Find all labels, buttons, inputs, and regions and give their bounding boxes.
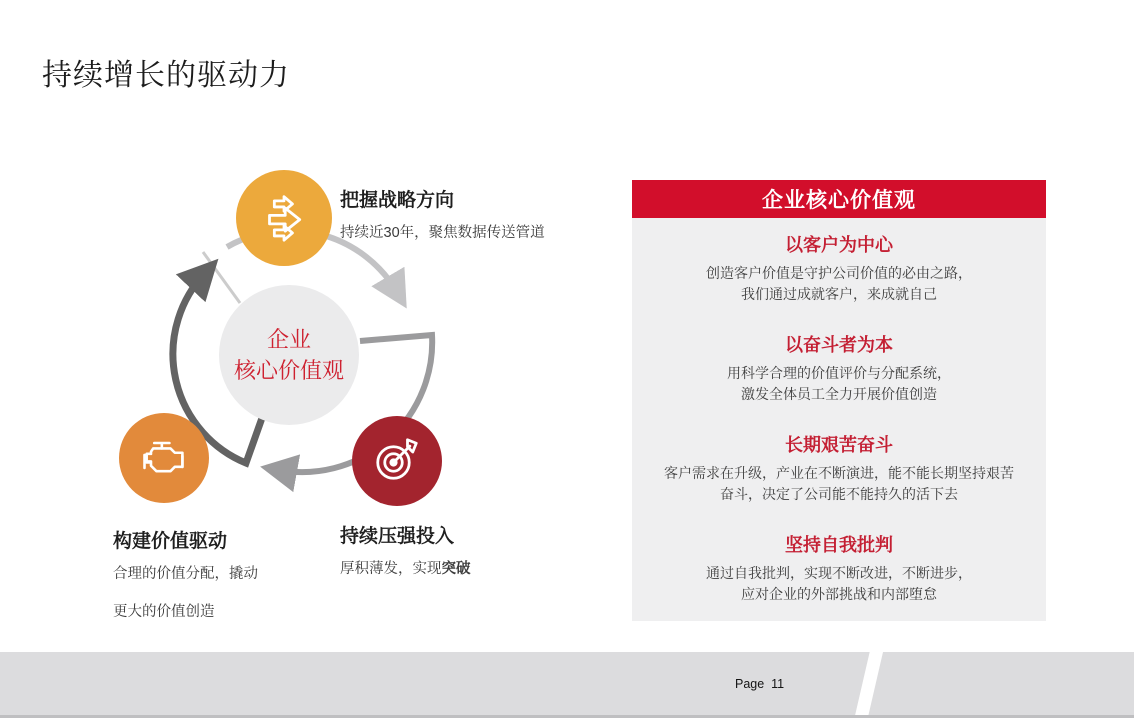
target-dart-icon: [369, 431, 425, 492]
section-text-line: 用科学合理的价值评价与分配系统，: [727, 365, 951, 381]
section-text-line: 应对企业的外部挑战和内部堕怠: [741, 586, 937, 602]
strategy-node-circle: [236, 170, 332, 266]
section-heading: 以客户为中心: [785, 235, 893, 255]
value-drive-title: 构建价值驱动: [113, 531, 228, 552]
page-number: Page 11: [735, 677, 785, 691]
panel-section-self-criticism: [636, 531, 1042, 605]
value-drive-desc-line1: 合理的价值分配，撬动: [113, 566, 258, 582]
investment-label-group: [340, 521, 471, 578]
core-values-panel: [632, 180, 1046, 621]
engine-icon: [138, 430, 190, 487]
center-circle-line2: 核心价值观: [233, 358, 344, 383]
investment-desc: 厚积薄发，实现突破: [340, 561, 471, 577]
section-text-line: 通过自我批判，实现不断改进，不断进步，: [706, 565, 972, 581]
forward-arrows-icon: [255, 187, 313, 250]
spoke-line: [203, 252, 240, 303]
panel-body: [632, 218, 1046, 621]
panel-section-customer: [636, 231, 1042, 305]
center-circle-line1: 企业: [266, 327, 311, 352]
section-heading: 坚持自我批判: [785, 535, 893, 555]
section-text-line: 奋斗，决定了公司能不能持久的活下去: [720, 486, 958, 502]
section-text-line: 激发全体员工全力开展价值创造: [741, 386, 937, 402]
panel-section-strivers: [636, 331, 1042, 405]
strategy-title: 把握战略方向: [340, 190, 455, 211]
investment-desc-bold: 突破: [441, 561, 471, 577]
page-title: 持续增长的驱动力: [42, 59, 290, 92]
value-drive-label-group: [113, 526, 258, 621]
footer-band: [0, 652, 1134, 718]
panel-header: 企业核心价值观: [632, 180, 1046, 218]
section-heading: 长期艰苦奋斗: [785, 435, 893, 455]
core-values-center-circle: [219, 285, 359, 425]
panel-section-hard-work: [636, 431, 1042, 505]
section-text-line: 客户需求在升级，产业在不断演进，能不能长期坚持艰苦: [664, 465, 1014, 481]
value-drive-desc-line2: 更大的价值创造: [113, 604, 215, 620]
section-text-line: 创造客户价值是守护公司价值的必由之路，: [706, 265, 972, 281]
section-heading: 以奋斗者为本: [785, 335, 893, 355]
investment-title: 持续压强投入: [340, 526, 455, 547]
strategy-label-group: [340, 185, 545, 242]
investment-node-circle: [352, 416, 442, 506]
value-drive-node-circle: [119, 413, 209, 503]
section-text-line: 我们通过成就客户，来成就自己: [741, 286, 937, 302]
strategy-desc: 持续近30年，聚焦数据传送管道: [340, 225, 545, 241]
